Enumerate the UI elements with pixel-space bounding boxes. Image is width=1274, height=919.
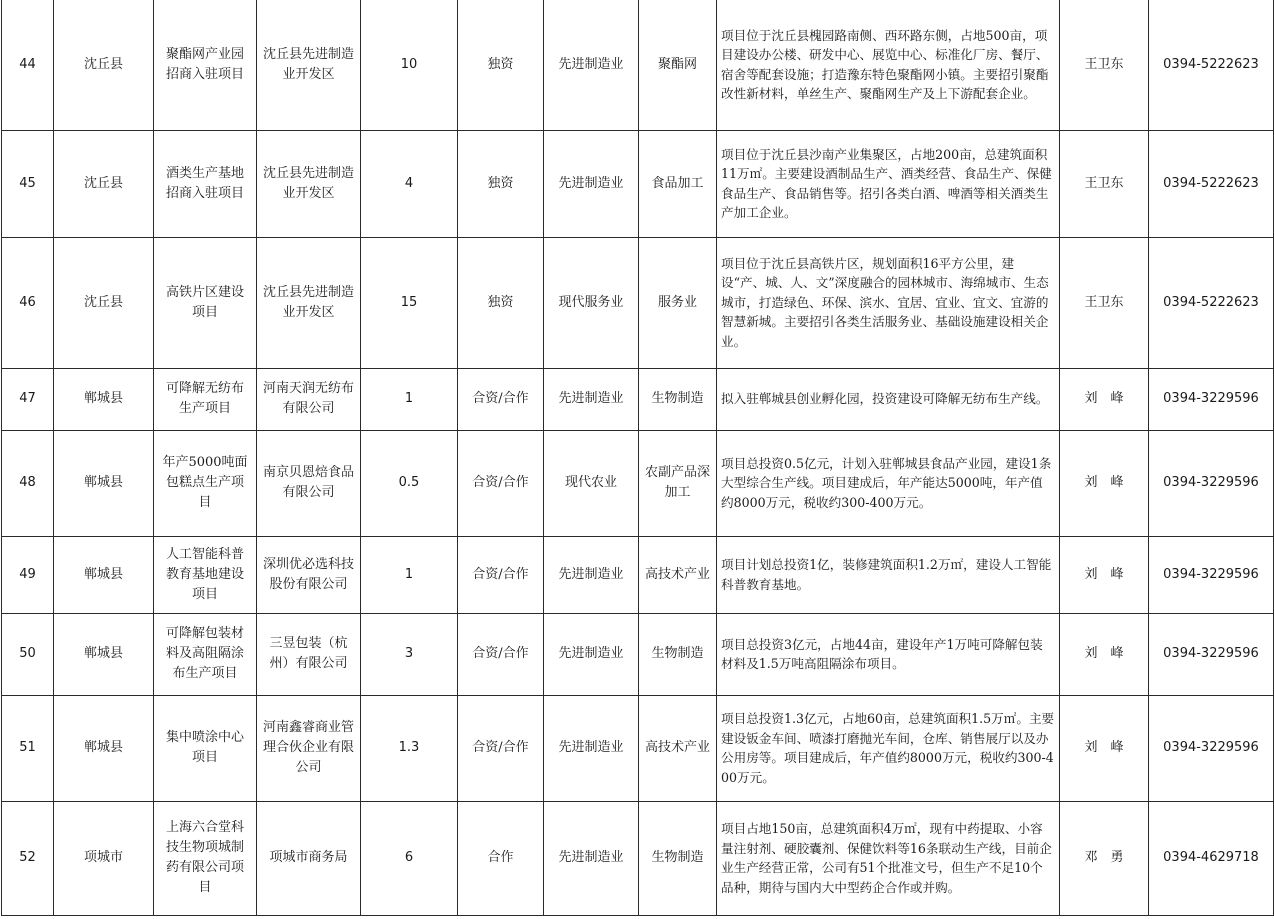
description-cell: 项目总投资3亿元，占地44亩，建设年产1万吨可降解包装材料及1.5万吨高阻隔涂布项目。 [717, 613, 1060, 695]
investment-amount-cell: 0.5 [361, 430, 458, 536]
unit-cell: 深圳优必选科技股份有限公司 [257, 536, 361, 613]
county-cell: 郸城县 [54, 613, 154, 695]
cooperation-mode-cell: 合资/合作 [458, 695, 544, 801]
cooperation-mode-cell: 独资 [458, 237, 544, 368]
table-row [2, 801, 1274, 915]
cooperation-mode-cell: 合作 [458, 801, 544, 915]
unit-cell: 项城市商务局 [257, 801, 361, 915]
investment-amount-cell: 6 [361, 801, 458, 915]
industry-cell: 食品加工 [639, 130, 717, 237]
table-row [2, 130, 1274, 237]
project-name-cell: 可降解无纺布生产项目 [154, 368, 257, 430]
county-cell: 郸城县 [54, 536, 154, 613]
contact-cell: 刘 峰 [1060, 695, 1149, 801]
county-cell: 沈丘县 [54, 0, 154, 130]
row-number: 44 [2, 0, 54, 130]
unit-cell: 河南天润无纺布有限公司 [257, 368, 361, 430]
investment-amount-cell: 1.3 [361, 695, 458, 801]
row-number: 51 [2, 695, 54, 801]
unit-cell: 沈丘县先进制造业开发区 [257, 0, 361, 130]
description-cell: 项目位于沈丘县槐园路南侧、西环路东侧，占地500亩，项目建设办公楼、研发中心、展览中心、标准化厂房、餐厅、宿舍等配套设施；打造豫东特色聚酯网小镇。主要招引聚酯改性新材料，单丝生产、聚酯网生产及上下游配套企业。 [717, 0, 1060, 130]
industry-cell: 生物制造 [639, 613, 717, 695]
industry-cell: 高技术产业 [639, 695, 717, 801]
unit-cell: 三昱包装（杭州）有限公司 [257, 613, 361, 695]
table-row [2, 430, 1274, 536]
phone-cell: 0394-4629718 [1149, 801, 1274, 915]
description-cell: 项目总投资1.3亿元，占地60亩，总建筑面积1.5万㎡。主要建设钣金车间、喷漆打磨抛光车间，仓库、销售展厅以及办公用房等。项目建成后，年产值约8000万元，税收约300-400万元。 [717, 695, 1060, 801]
investment-amount-cell: 15 [361, 237, 458, 368]
sector-cell: 现代服务业 [544, 237, 639, 368]
industry-cell: 聚酯网 [639, 0, 717, 130]
investment-amount-cell: 1 [361, 368, 458, 430]
county-cell: 项城市 [54, 801, 154, 915]
phone-cell: 0394-3229596 [1149, 536, 1274, 613]
contact-cell: 刘 峰 [1060, 536, 1149, 613]
sector-cell: 先进制造业 [544, 368, 639, 430]
description-cell: 项目位于沈丘县高铁片区，规划面积16平方公里，建设“产、城、人、文”深度融合的园林城市、海绵城市、生态城市，打造绿色、环保、滨水、宜居、宜业、宜文、宜游的智慧新城。主要招引各类生活服务业、基础设施建设相关企业。 [717, 237, 1060, 368]
phone-cell: 0394-5222623 [1149, 130, 1274, 237]
phone-cell: 0394-5222623 [1149, 0, 1274, 130]
sector-cell: 先进制造业 [544, 536, 639, 613]
description-cell: 项目总投资0.5亿元，计划入驻郸城县食品产业园，建设1条大型综合生产线。项目建成后，年产能达5000吨，年产值约8000万元，税收约300-400万元。 [717, 430, 1060, 536]
table-row [2, 237, 1274, 368]
table-row [2, 0, 1274, 130]
description-cell: 项目位于沈丘县沙南产业集聚区，占地200亩，总建筑面积11万㎡。主要建设酒制品生产、酒类经营、食品生产、保健食品生产、食品销售等。招引各类白酒、啤酒等相关酒类生产加工企业。 [717, 130, 1060, 237]
county-cell: 郸城县 [54, 695, 154, 801]
phone-cell: 0394-3229596 [1149, 695, 1274, 801]
project-name-cell: 人工智能科普教育基地建设项目 [154, 536, 257, 613]
project-table [1, 0, 1274, 916]
cooperation-mode-cell: 合资/合作 [458, 536, 544, 613]
description-cell: 项目计划总投资1亿，装修建筑面积1.2万㎡，建设人工智能科普教育基地。 [717, 536, 1060, 613]
phone-cell: 0394-3229596 [1149, 613, 1274, 695]
sector-cell: 现代农业 [544, 430, 639, 536]
unit-cell: 沈丘县先进制造业开发区 [257, 130, 361, 237]
investment-amount-cell: 1 [361, 536, 458, 613]
unit-cell: 沈丘县先进制造业开发区 [257, 237, 361, 368]
table-row [2, 368, 1274, 430]
cooperation-mode-cell: 合资/合作 [458, 613, 544, 695]
contact-cell: 刘 峰 [1060, 368, 1149, 430]
project-name-cell: 可降解包装材料及高阻隔涂布生产项目 [154, 613, 257, 695]
row-number: 49 [2, 536, 54, 613]
phone-cell: 0394-3229596 [1149, 368, 1274, 430]
sector-cell: 先进制造业 [544, 613, 639, 695]
industry-cell: 服务业 [639, 237, 717, 368]
row-number: 46 [2, 237, 54, 368]
industry-cell: 生物制造 [639, 368, 717, 430]
project-name-cell: 酒类生产基地招商入驻项目 [154, 130, 257, 237]
county-cell: 沈丘县 [54, 237, 154, 368]
project-name-cell: 集中喷涂中心项目 [154, 695, 257, 801]
unit-cell: 南京贝恩焙食品有限公司 [257, 430, 361, 536]
industry-cell: 农副产品深加工 [639, 430, 717, 536]
county-cell: 沈丘县 [54, 130, 154, 237]
sector-cell: 先进制造业 [544, 801, 639, 915]
project-name-cell: 聚酯网产业园招商入驻项目 [154, 0, 257, 130]
row-number: 50 [2, 613, 54, 695]
table-row [2, 536, 1274, 613]
description-cell: 项目占地150亩，总建筑面积4万㎡，现有中药提取、小容量注射剂、硬胶囊剂、保健饮料等16条联动生产线，目前企业生产经营正常，公司有51个批准文号，但生产不足10个品种，期待与国内大中型药企合作或并购。 [717, 801, 1060, 915]
project-name-cell: 高铁片区建设项目 [154, 237, 257, 368]
sector-cell: 先进制造业 [544, 695, 639, 801]
table-row [2, 695, 1274, 801]
investment-amount-cell: 4 [361, 130, 458, 237]
investment-amount-cell: 10 [361, 0, 458, 130]
cooperation-mode-cell: 独资 [458, 130, 544, 237]
project-name-cell: 上海六合堂科技生物项城制药有限公司项目 [154, 801, 257, 915]
contact-cell: 王卫东 [1060, 0, 1149, 130]
sector-cell: 先进制造业 [544, 130, 639, 237]
row-number: 48 [2, 430, 54, 536]
county-cell: 郸城县 [54, 368, 154, 430]
phone-cell: 0394-3229596 [1149, 430, 1274, 536]
cooperation-mode-cell: 合资/合作 [458, 430, 544, 536]
contact-cell: 王卫东 [1060, 237, 1149, 368]
investment-amount-cell: 3 [361, 613, 458, 695]
contact-cell: 王卫东 [1060, 130, 1149, 237]
county-cell: 郸城县 [54, 430, 154, 536]
phone-cell: 0394-5222623 [1149, 237, 1274, 368]
row-number: 47 [2, 368, 54, 430]
cooperation-mode-cell: 合资/合作 [458, 368, 544, 430]
contact-cell: 邓 勇 [1060, 801, 1149, 915]
project-name-cell: 年产5000吨面包糕点生产项目 [154, 430, 257, 536]
row-number: 45 [2, 130, 54, 237]
industry-cell: 生物制造 [639, 801, 717, 915]
contact-cell: 刘 峰 [1060, 430, 1149, 536]
row-number: 52 [2, 801, 54, 915]
sector-cell: 先进制造业 [544, 0, 639, 130]
industry-cell: 高技术产业 [639, 536, 717, 613]
description-cell: 拟入驻郸城县创业孵化园，投资建设可降解无纺布生产线。 [717, 368, 1060, 430]
cooperation-mode-cell: 独资 [458, 0, 544, 130]
unit-cell: 河南鑫睿商业管理合伙企业有限公司 [257, 695, 361, 801]
table-row [2, 613, 1274, 695]
contact-cell: 刘 峰 [1060, 613, 1149, 695]
